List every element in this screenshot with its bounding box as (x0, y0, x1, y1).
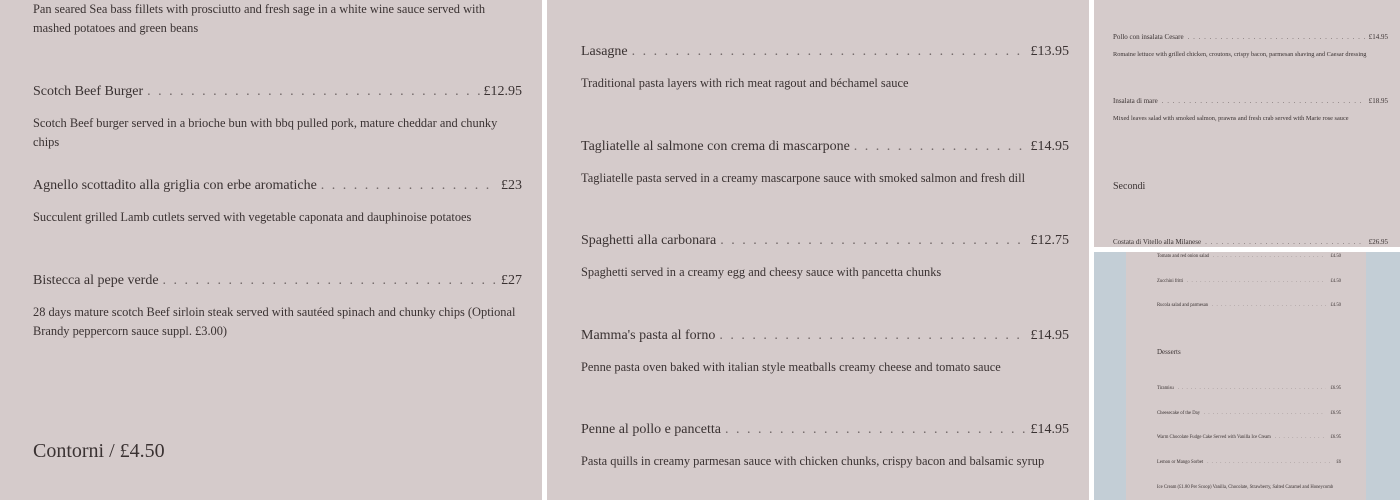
item-price: £12.75 (1030, 233, 1069, 248)
item-name: Spaghetti alla carbonara (581, 233, 717, 248)
menu-item-row (33, 178, 522, 194)
item-price: £6 (1336, 460, 1341, 465)
item-name: Insalata di mare (1113, 97, 1158, 105)
item-name: Penne al pollo e pancetta (581, 422, 721, 437)
item-name: Lemon or Mango Sorbet (1157, 460, 1204, 465)
item-description: Tagliatelle pasta served in a creamy mascarpone sauce with smoked salmon and fresh dill (581, 171, 1026, 185)
item-name: Bistecca al pepe verde (33, 273, 159, 288)
section-title: Contorni / £4.50 (33, 440, 165, 462)
item-name: Rucola salad and parmesan (1157, 303, 1209, 308)
item-price: £14.95 (1030, 422, 1069, 437)
item-name: Mamma's pasta al forno (581, 328, 716, 343)
item-description: Pan seared Sea bass fillets with prosciutto and fresh sage in a white wine sauce served with mashed potatoes and green beans (33, 2, 486, 35)
item-name: Agnello scottadito alla griglia con erbe aromatiche (33, 178, 317, 193)
menu-page-pasta (547, 0, 1089, 500)
item-price: £6.95 (1330, 386, 1341, 391)
menu-item-row (581, 328, 1069, 344)
menu-item-row (1113, 238, 1388, 246)
dot-leader (720, 233, 1026, 249)
item-description: Pasta quills in creamy parmesan sauce with chicken chunks, crispy bacon and balsamic syrup (581, 454, 1045, 468)
item-price: £6.95 (1330, 435, 1341, 440)
dot-leader (1162, 97, 1365, 105)
menu-page-mains (0, 0, 542, 500)
dot-leader (1178, 386, 1327, 391)
dot-leader (1275, 435, 1327, 440)
menu-item-row (581, 44, 1069, 60)
item-description: Mixed leaves salad with smoked salmon, prawns and fresh crab served with Marie rose sauce (1113, 115, 1349, 122)
dot-leader (1207, 460, 1332, 465)
dot-leader (1188, 33, 1365, 41)
item-name: Lasagne (581, 44, 628, 59)
item-price: £4.50 (1330, 254, 1341, 259)
menu-item-row (1113, 33, 1388, 41)
menu-page-salads (1094, 0, 1400, 247)
section-title: Secondi (1113, 181, 1146, 192)
item-name: Warm Chocolate Fudge Cake Served with Vanilla Ice Cream (1157, 435, 1271, 440)
menu-item-row (33, 84, 522, 100)
dot-leader (1187, 279, 1326, 284)
menu-item-row (33, 273, 522, 289)
item-price: £13.95 (1030, 44, 1069, 59)
menu-item-row (1157, 254, 1341, 259)
item-price: £27 (501, 273, 522, 288)
dot-leader (1212, 303, 1326, 308)
item-description: 28 days mature scotch Beef sirloin steak served with sautéed spinach and chunky chips (Optional Brandy peppercorn sauce suppl. £3.00) (33, 305, 516, 338)
dot-leader (1205, 238, 1365, 246)
menu-item-row (1157, 460, 1341, 465)
item-name: Tomato and red onion salad (1157, 254, 1210, 259)
item-name: Scotch Beef Burger (33, 84, 144, 99)
dot-leader (1204, 411, 1326, 416)
menu-item-row (1157, 303, 1341, 308)
dot-leader (854, 139, 1027, 155)
menu-item-row (581, 139, 1069, 155)
menu-item-row (1157, 279, 1341, 284)
dot-leader (725, 422, 1027, 438)
menu-item-row (1157, 411, 1341, 416)
dot-leader (163, 273, 497, 289)
item-description: Romaine lettuce with grilled chicken, croutons, crispy bacon, parmesan shaving and Caesar dressing (1113, 51, 1367, 58)
item-price: £23 (501, 178, 522, 193)
item-description: Ice Cream (£1.80 Per Scoop) Vanilla, Chocolate, Strawberry, Salted Caramel and Honeycomb (1157, 485, 1334, 490)
item-price: £4.50 (1330, 279, 1341, 284)
item-name: Tagliatelle al salmone con crema di mascarpone (581, 139, 850, 154)
item-name: Costata di Vitello alla Milanese (1113, 238, 1202, 246)
item-price: £14.95 (1030, 139, 1069, 154)
dot-leader (719, 328, 1026, 344)
menu-item-row (1113, 97, 1388, 105)
item-name: Pollo con insalata Cesare (1113, 33, 1184, 41)
item-price: £14.95 (1030, 328, 1069, 343)
menu-page-sheet (1126, 252, 1366, 500)
dot-leader (1213, 254, 1326, 259)
item-price: £26.95 (1368, 238, 1388, 246)
menu-item-row (1157, 386, 1341, 391)
item-price: £6.95 (1330, 411, 1341, 416)
dot-leader (632, 44, 1027, 60)
menu-item-row (581, 233, 1069, 249)
item-description: Penne pasta oven baked with italian style meatballs creamy cheese and tomato sauce (581, 360, 1001, 374)
menu-page-desserts (1094, 252, 1400, 500)
item-description: Succulent grilled Lamb cutlets served with vegetable caponata and dauphinoise potatoes (33, 210, 472, 224)
item-price: £14.95 (1368, 33, 1388, 41)
item-price: £18.95 (1368, 97, 1388, 105)
item-name: Tiramisu (1157, 386, 1174, 391)
section-title: Desserts (1157, 348, 1181, 356)
menu-item-row (1157, 435, 1341, 440)
item-name: Zucchini fritti (1157, 279, 1184, 284)
item-description: Spaghetti served in a creamy egg and cheesy sauce with pancetta chunks (581, 265, 942, 279)
item-price: £12.95 (483, 84, 522, 99)
menu-item-row (581, 422, 1069, 438)
dot-leader (321, 178, 497, 194)
item-description: Traditional pasta layers with rich meat ragout and béchamel sauce (581, 76, 909, 90)
dot-leader (147, 84, 479, 100)
item-price: £4.50 (1330, 303, 1341, 308)
item-name: Cheesecake of the Day (1157, 411, 1201, 416)
item-description: Scotch Beef burger served in a brioche bun with bbq pulled pork, mature cheddar and chunky chips (33, 116, 498, 149)
